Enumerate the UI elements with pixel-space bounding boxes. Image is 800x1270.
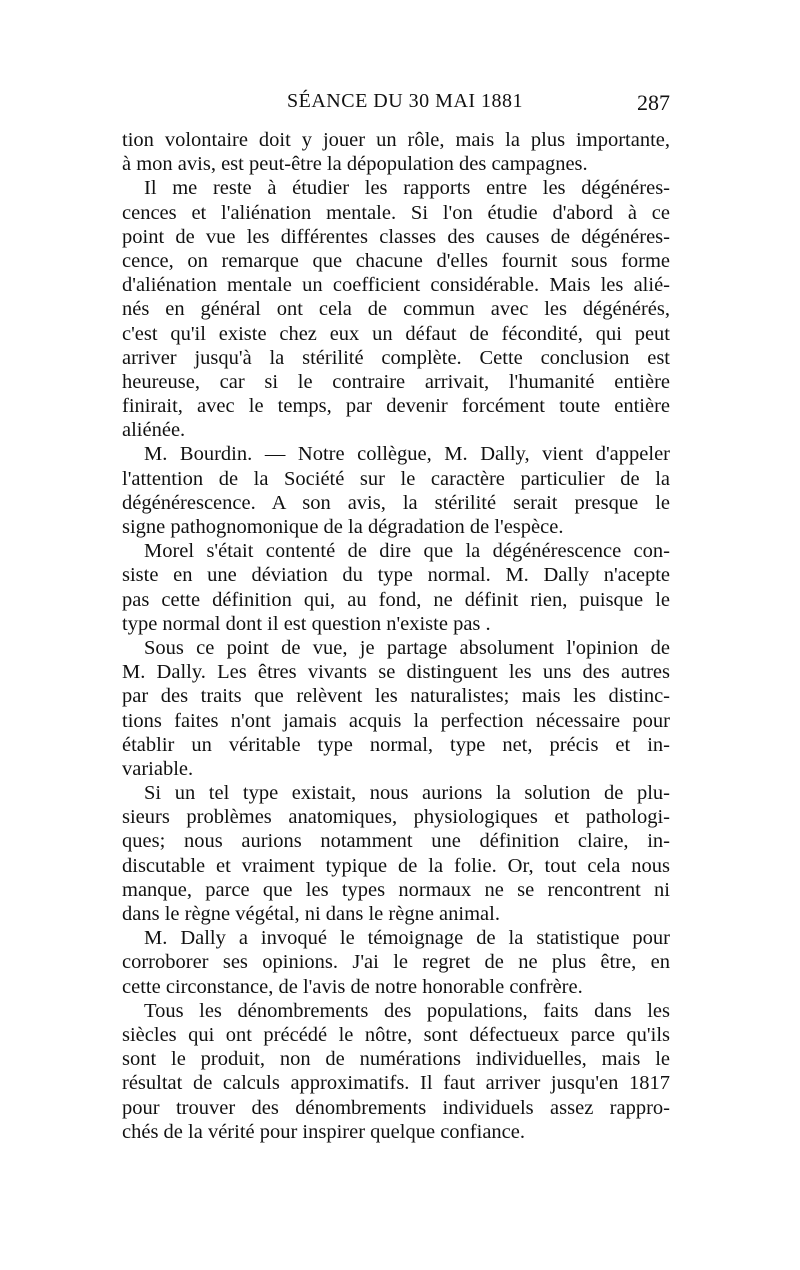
running-title: SÉANCE DU 30 MAI 1881 — [287, 90, 524, 112]
text-line: variable. — [122, 757, 194, 780]
text-line: Si un tel type existait, nous aurions la solution de plu- — [144, 782, 670, 805]
text-line: c'est qu'il existe chez eux un défaut de fécondité, qui peut — [122, 322, 670, 345]
text-line: sieurs problèmes anatomiques, physiologiques et pathologi- — [122, 806, 670, 829]
text-line: discutable et vraiment typique de la folie. Or, tout cela nous — [122, 854, 670, 877]
text-line: signe pathognomonique de la dégradation de l'espèce. — [122, 516, 564, 538]
text-line: pour trouver des dénombrements individuels assez rappro- — [122, 1096, 670, 1119]
text-line: dégénérescence. A son avis, la stérilité serait presque le — [122, 491, 670, 514]
text-line: Morel s'était contenté de dire que la dégénérescence con- — [144, 540, 670, 563]
text-line: résultat de calculs approximatifs. Il faut arriver jusqu'en 1817 — [122, 1072, 670, 1095]
text-line: établir un véritable type normal, type net, précis et in- — [122, 733, 670, 756]
text-line: l'attention de la Société sur le caractère particulier de la — [122, 467, 670, 490]
text-line: Il me reste à étudier les rapports entre les dégénéres- — [144, 177, 670, 200]
text-line: M. Dally. Les êtres vivants se distinguent les uns des autres — [122, 661, 670, 684]
text-line: aliénée. — [122, 419, 186, 442]
text-line: nés en général ont cela de commun avec les dégénérés, — [122, 298, 670, 321]
text-line: M. Dally a invoqué le témoignage de la statistique pour — [144, 927, 670, 950]
text-line: ques; nous aurions notamment une définition claire, in- — [122, 830, 670, 853]
text-line: d'aliénation mentale un coefficient considérable. Mais les alié- — [122, 274, 670, 297]
text-line: arriver jusqu'à la stérilité complète. Cette conclusion est — [122, 346, 670, 369]
text-line: chés de la vérité pour inspirer quelque confiance. — [122, 1120, 525, 1143]
text-line: dans le règne végétal, ni dans le règne animal. — [122, 903, 500, 925]
text-line: M. Bourdin. — Notre collègue, M. Dally, vient d'appeler — [144, 443, 670, 466]
text-line: Tous les dénombrements des populations, faits dans les — [144, 999, 670, 1022]
text-line: pas cette définition qui, au fond, ne définit rien, puisque le — [122, 588, 670, 611]
text-line: type normal dont il est question n'existe pas . — [122, 612, 491, 635]
text-line: manque, parce que les types normaux ne se rencontrent ni — [122, 878, 670, 901]
text-line: heureuse, car si le contraire arrivait, l'humanité entière — [122, 370, 670, 393]
text-line: tions faites n'ont jamais acquis la perfection nécessaire pour — [122, 709, 670, 732]
text-line: Sous ce point de vue, je partage absolument l'opinion de — [144, 636, 670, 659]
text-line: à mon avis, est peut-être la dépopulation des campagnes. — [122, 153, 588, 176]
page-number: 287 — [637, 90, 670, 115]
text-line: sont le produit, non de numérations individuelles, mais le — [122, 1048, 670, 1071]
text-line: cence, on remarque que chacune d'elles fournit sous forme — [122, 249, 670, 272]
text-line: corroborer ses opinions. J'ai le regret de ne plus être, en — [122, 951, 670, 974]
running-head — [122, 90, 670, 120]
text-line: cette circonstance, de l'avis de notre honorable confrère. — [122, 975, 583, 998]
text-line: finirait, avec le temps, par devenir forcément toute entière — [122, 395, 670, 418]
body-text — [122, 128, 670, 1144]
text-line: point de vue les différentes classes des causes de dégénéres- — [122, 225, 670, 248]
text-line: cences et l'aliénation mentale. Si l'on étudie d'abord à ce — [122, 201, 670, 224]
text-line: par des traits que relèvent les naturalistes; mais les distinc- — [122, 685, 670, 708]
text-line: siste en une déviation du type normal. M. Dally n'acepte — [122, 564, 670, 587]
text-line: siècles qui ont précédé le nôtre, sont défectueux parce qu'ils — [122, 1023, 670, 1046]
text-line: tion volontaire doit y jouer un rôle, mais la plus importante, — [122, 129, 670, 151]
